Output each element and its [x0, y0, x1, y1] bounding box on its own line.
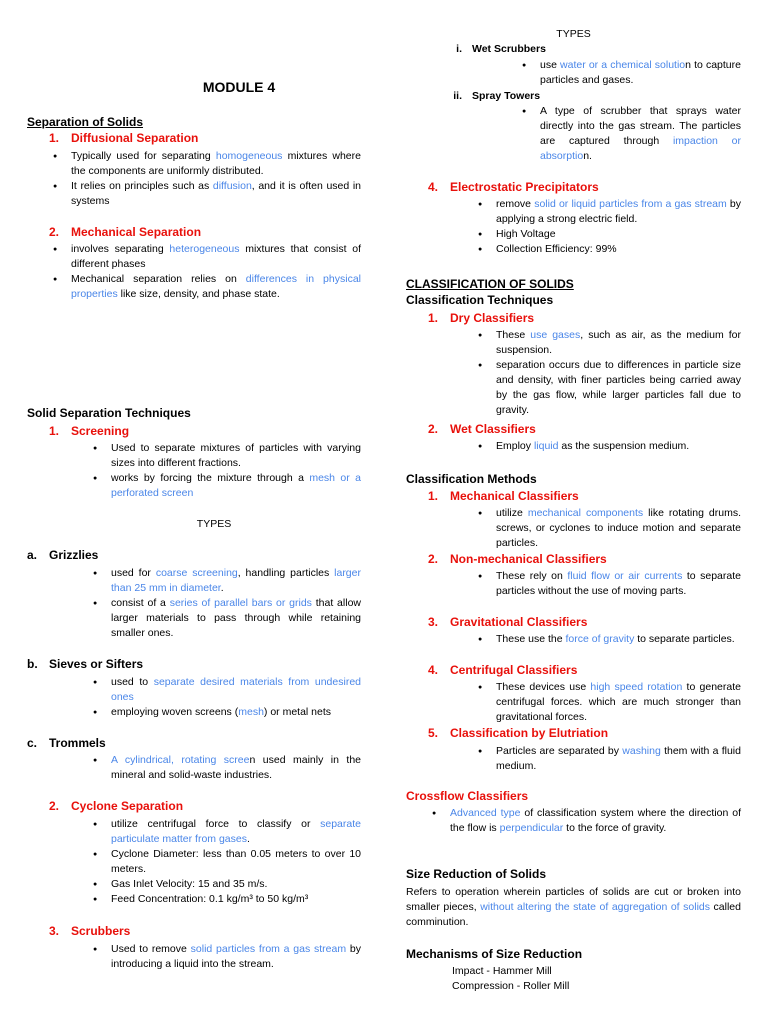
trommels-bullets	[93, 753, 361, 783]
heading-dry-classifiers: 1. Dry Classifiers	[428, 311, 535, 325]
heading-wet-scrubbers: i. Wet Scrubbers	[456, 43, 546, 55]
list-item: ● involves separating heterogeneous mixtures that consist of different phases	[53, 242, 361, 272]
heading-elutriation: 5. Classification by Elutriation	[428, 726, 609, 740]
list-item: ● utilize centrifugal force to classify or separate particulate matter from gases.	[93, 817, 361, 847]
cyclone-bullets	[93, 817, 361, 907]
esp-bullets	[478, 197, 741, 257]
heading-mechanical-classifiers: 1. Mechanical Classifiers	[428, 489, 579, 503]
grizzlies-bullets	[93, 566, 361, 641]
classification-methods-title: Classification Methods	[406, 472, 537, 486]
heading-esp: 4. Electrostatic Precipitators	[428, 180, 599, 194]
mechanism-item-compression: Compression - Roller Mill	[452, 980, 570, 992]
size-reduction-title: Size Reduction of Solids	[406, 867, 547, 881]
list-item: ● used for coarse screening, handling particles larger than 25 mm in diameter.	[93, 566, 361, 596]
heading-grizzlies: a. Grizzlies	[27, 548, 99, 562]
section-title-classification: CLASSIFICATION OF SOLIDS	[406, 277, 574, 291]
heading-wet-classifiers: 2. Wet Classifiers	[428, 422, 536, 436]
mechanisms-title: Mechanisms of Size Reduction	[406, 947, 583, 961]
list-item: ● Collection Efficiency: 99%	[478, 242, 741, 257]
heading-sieves: b. Sieves or Sifters	[27, 657, 144, 671]
list-item: ● These use the force of gravity to separate particles.	[478, 632, 741, 647]
list-item: ● A type of scrubber that sprays water directly into the gas stream. The particles are captured through impaction or absorption.	[522, 104, 741, 164]
dry-classifiers-bullets	[478, 328, 741, 418]
list-item: ● These devices use high speed rotation to generate centrifugal forces. which are much stronger than gravitational forces.	[478, 680, 741, 725]
mechanism-item-impact: Impact - Hammer Mill	[452, 965, 552, 977]
heading-trommels: c. Trommels	[27, 736, 106, 750]
heading-crossflow: Crossflow Classifiers	[406, 789, 529, 803]
spray-towers-bullets	[522, 104, 741, 164]
list-item: ● employing woven screens (mesh) or metal nets	[93, 705, 361, 720]
mechanical-bullets	[53, 242, 361, 302]
wet-scrubbers-bullets	[522, 58, 741, 88]
screening-bullets	[93, 441, 361, 501]
heading-spray-towers: ii. Spray Towers	[453, 90, 541, 102]
wet-classifiers-bullets	[478, 439, 741, 454]
list-item: ● High Voltage	[478, 227, 741, 242]
section-title-separation: Separation of Solids	[27, 115, 144, 129]
size-reduction-text: Refers to operation wherein particles of solids are cut or broken into smaller pieces, without altering the state of aggregation of solids called comminution.	[406, 886, 741, 928]
scrubbers-bullets	[93, 942, 361, 972]
sieves-bullets	[93, 675, 361, 720]
heading-scrubbers: 3. Scrubbers	[49, 924, 131, 938]
heading-centrifugal-classifiers: 4. Centrifugal Classifiers	[428, 663, 578, 677]
list-item: ● remove solid or liquid particles from a gas stream by applying a strong electric field.	[478, 197, 741, 227]
crossflow-bullets	[432, 806, 741, 836]
mechanical-classifiers-bullets	[478, 506, 741, 551]
heading-screening: 1. Screening	[49, 424, 130, 438]
list-item: ● Gas Inlet Velocity: 15 and 35 m/s.	[93, 877, 361, 892]
heading-gravitational-classifiers: 3. Gravitational Classifiers	[428, 615, 588, 629]
nonmechanical-classifiers-bullets	[478, 569, 741, 599]
heading-mechanical: 2. Mechanical Separation	[49, 225, 202, 239]
list-item: ● Particles are separated by washing them with a fluid medium.	[478, 744, 741, 774]
list-item: ● These use gases, such as air, as the medium for suspension.	[478, 328, 741, 358]
list-item: ● utilize mechanical components like rotating drums. screws, or cyclones to induce motion and separate particles.	[478, 506, 741, 551]
list-item: ● These rely on fluid flow or air currents to separate particles without the use of moving parts.	[478, 569, 741, 599]
heading-diffusional: 1. Diffusional Separation	[49, 131, 199, 145]
list-item: ● Feed Concentration: 0.1 kg/m³ to 50 kg/m³	[93, 892, 361, 907]
list-item: ● used to separate desired materials from undesired ones	[93, 675, 361, 705]
list-item: ● A cylindrical, rotating screen used mainly in the mineral and solid-waste industries.	[93, 753, 361, 783]
list-item: ● separation occurs due to differences in particle size and density, with finer particles being carried away by the gas flow, while larger particles fall due to gravity.	[478, 358, 741, 418]
module-title: MODULE 4	[202, 79, 276, 95]
types-label-right: TYPES	[556, 28, 591, 40]
list-item: ● It relies on principles such as diffusion, and it is often used in systems	[53, 179, 361, 209]
list-item: ● Typically used for separating homogeneous mixtures where the components are uniformly distributed.	[53, 149, 361, 179]
list-item: ● use water or a chemical solution to capture particles and gases.	[522, 58, 741, 88]
diffusional-bullets	[53, 149, 361, 209]
list-item: ● consist of a series of parallel bars or grids that allow larger materials to pass through while retaining smaller ones.	[93, 596, 361, 641]
heading-nonmechanical-classifiers: 2. Non-mechanical Classifiers	[428, 552, 607, 566]
section-title-techniques: Solid Separation Techniques	[27, 406, 191, 420]
centrifugal-classifiers-bullets	[478, 680, 741, 725]
heading-cyclone: 2. Cyclone Separation	[49, 799, 184, 813]
classification-techniques-title: Classification Techniques	[406, 293, 554, 307]
list-item: ● works by forcing the mixture through a mesh or a perforated screen	[93, 471, 361, 501]
list-item: ● Mechanical separation relies on differences in physical properties like size, density, and phase state.	[53, 272, 361, 302]
gravitational-classifiers-bullets	[478, 632, 741, 647]
list-item: ● Advanced type of classification system where the direction of the flow is perpendicular to the force of gravity.	[432, 806, 741, 836]
types-label-left: TYPES	[196, 518, 232, 530]
list-item: ● Used to remove solid particles from a gas stream by introducing a liquid into the stream.	[93, 942, 361, 972]
elutriation-bullets	[478, 744, 741, 774]
list-item: ● Used to separate mixtures of particles with varying sizes into different fractions.	[93, 441, 361, 471]
list-item: ● Cyclone Diameter: less than 0.05 meters to over 10 meters.	[93, 847, 361, 877]
list-item: ● Employ liquid as the suspension medium.	[478, 439, 741, 454]
